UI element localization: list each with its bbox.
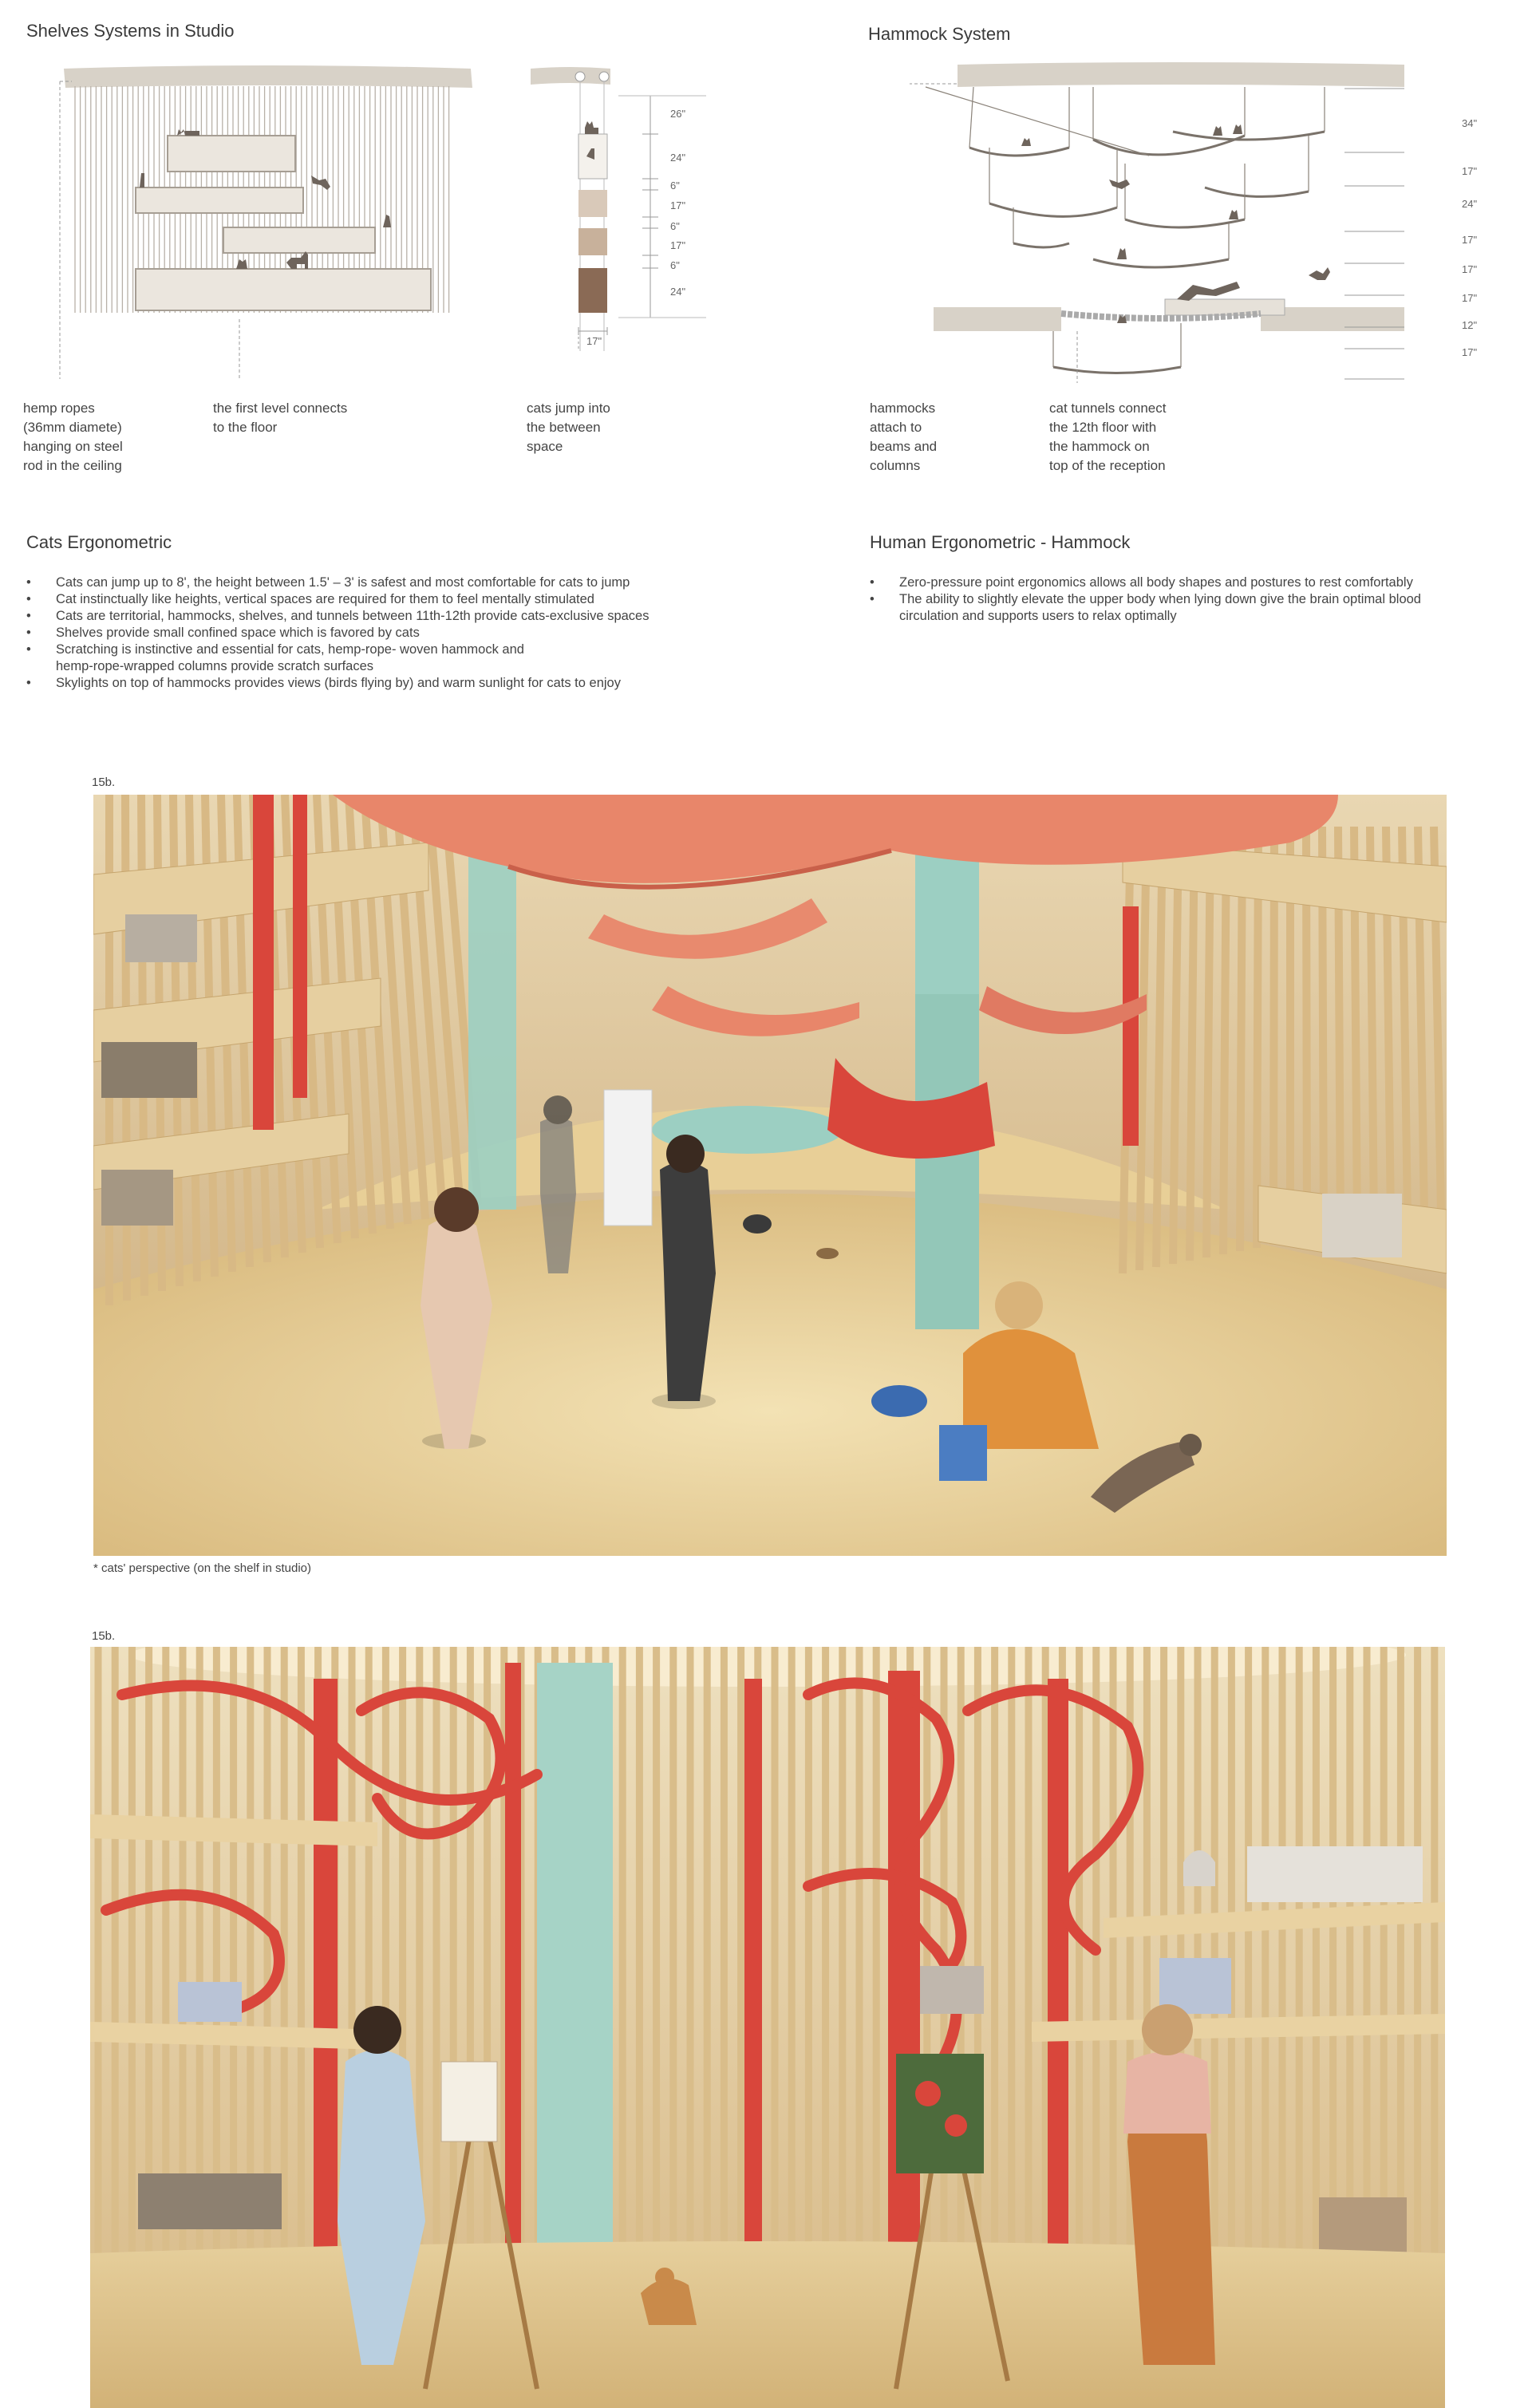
person-figure (540, 1095, 576, 1273)
dim-label: 6" (670, 180, 680, 191)
render-cats-perspective (93, 795, 1447, 1556)
shelves-title: Shelves Systems in Studio (26, 21, 235, 41)
figure-label: 15b. (92, 776, 116, 789)
figure-label: 15b. (92, 1629, 116, 1643)
caption-hemp-ropes: hemp ropes (36mm diamete) hanging on steel rod in the ceiling (23, 401, 123, 473)
ceiling-rod (64, 65, 472, 88)
dim-label: 26" (670, 108, 686, 120)
cat-silhouette (286, 251, 308, 269)
dim-label: 17" (1462, 292, 1478, 304)
dim-label: 17" (670, 239, 686, 251)
list-item: • Shelves provide small confined space which is favored by cats (26, 625, 824, 641)
dim-label: 17" (1462, 165, 1478, 177)
dim-label: 17" (670, 199, 686, 211)
dim-label: 6" (670, 220, 680, 232)
render-studio-painting (90, 1647, 1445, 2408)
shelf-floor-level (136, 269, 431, 310)
shelf-top (168, 136, 295, 172)
cats-ergo-title: Cats Ergonometric (26, 532, 172, 552)
cats-ergo-list (26, 574, 824, 692)
dim-label: 34" (1462, 117, 1478, 129)
hammock-title: Hammock System (868, 24, 1011, 44)
dim-label: 17" (586, 335, 602, 347)
list-item: • Skylights on top of hammocks provides views (birds flying by) and warm sunlight for cats to enjoy (26, 675, 824, 692)
human-ergo-list (870, 574, 1524, 625)
list-item: • Zero-pressure point ergonomics allows all body shapes and postures to rest comfortably (870, 574, 1524, 591)
render-illustration (90, 1647, 1445, 2408)
dim-label: 12" (1462, 319, 1478, 331)
shelf-block (578, 190, 607, 217)
list-item: • Cats can jump up to 8', the height between 1.5' – 3' is safest and most comfortable for cats to jump (26, 574, 824, 591)
dim-label: 17" (1462, 234, 1478, 246)
dim-label: 24" (670, 152, 686, 164)
list-item: • The ability to slightly elevate the upper body when lying down give the brain optimal blood circulation and supports users to relax optimally (870, 591, 1524, 625)
dim-label: 17" (1462, 263, 1478, 275)
dim-label: 24" (670, 286, 686, 298)
cat-silhouette (383, 215, 391, 227)
shelf-third (223, 227, 375, 253)
shelf-block (578, 228, 607, 255)
caption-cat-tunnels: cat tunnels connect the 12th floor with the hammock on top of the reception (1049, 401, 1167, 473)
shelves-section-drawing (523, 64, 730, 399)
hammock-elevation-drawing (910, 60, 1404, 387)
dim-label: 17" (1462, 346, 1478, 358)
list-item: • Scratching is instinctive and essential for cats, hemp-rope- woven hammock and hemp-rope-wrapped columns provide scratch surfaces (26, 641, 824, 675)
render-illustration (93, 795, 1447, 1556)
shelf-block (578, 268, 607, 313)
dim-label: 24" (1462, 198, 1478, 210)
list-item: • Cat instinctually like heights, vertical spaces are required for them to feel mentally stimulated (26, 591, 824, 608)
dim-label: 6" (670, 259, 680, 271)
human-ergo-title: Human Ergonometric - Hammock (870, 532, 1131, 552)
shelf-second (136, 188, 303, 213)
list-item: • Cats are territorial, hammocks, shelves, and tunnels between 11th-12th provide cats-exclusive spaces (26, 608, 824, 625)
caption-first-level: the first level connects to the floor (213, 401, 348, 435)
shelves-elevation-drawing (48, 64, 495, 383)
caption-cats-jump: cats jump into the between space (527, 401, 610, 454)
render-caption: * cats' perspective (on the shelf in studio) (93, 1561, 312, 1575)
cat-silhouette (140, 173, 144, 188)
caption-hammocks-attach: hammocks attach to beams and columns (870, 401, 938, 473)
